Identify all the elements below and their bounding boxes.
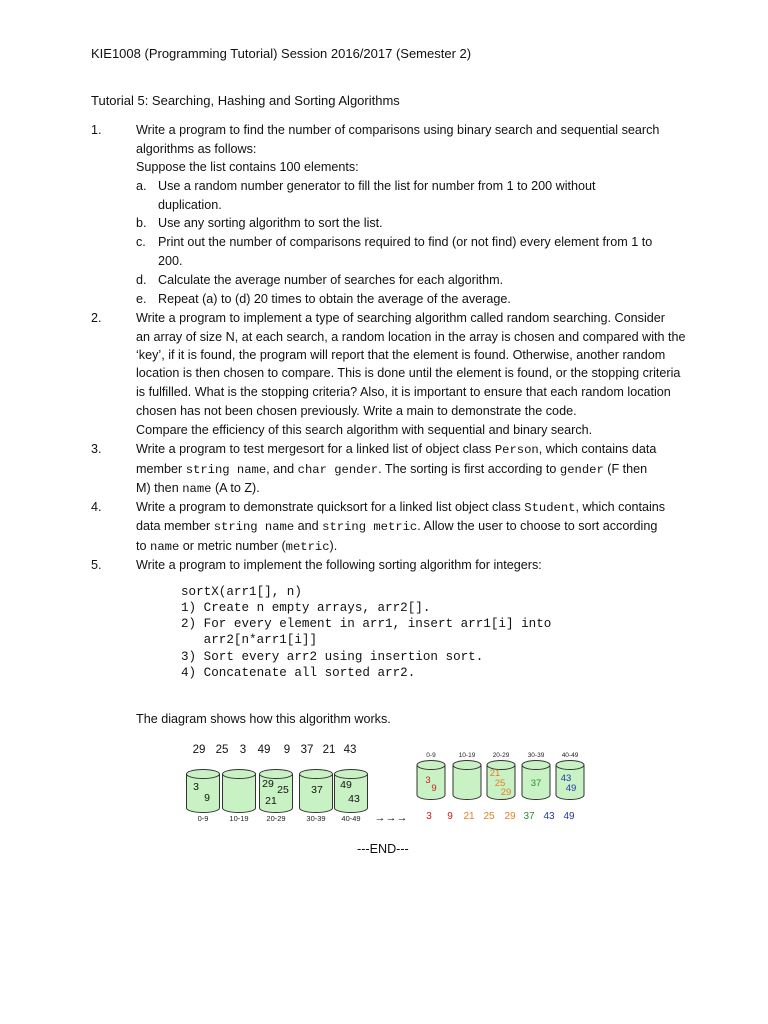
left-bucket-item: 37 — [311, 784, 323, 796]
q5-line: Write a program to implement the following sorting algorithm for integers: — [136, 558, 542, 572]
sorted-output-number: 3 — [426, 811, 432, 822]
code-metric: metric — [285, 540, 330, 554]
q1-line: Suppose the list contains 100 elements: — [136, 160, 359, 174]
right-bucket-label: 40-49 — [561, 752, 579, 759]
left-bucket-label: 20-29 — [266, 814, 286, 823]
sorted-output-number: 9 — [447, 811, 453, 822]
right-bucket-item: 43 — [560, 773, 572, 784]
sorted-output-number: 29 — [504, 811, 516, 822]
q2-line: Write a program to implement a type of searching algorithm called random searching. Consider — [136, 311, 665, 325]
q5-number: 5. — [91, 558, 102, 572]
sorted-output-number: 25 — [483, 811, 495, 822]
code-name: name — [150, 540, 180, 554]
q1-d-label: d. — [136, 273, 147, 287]
q1-b-text: Use any sorting algorithm to sort the list. — [158, 216, 383, 230]
sorted-output-number: 21 — [463, 811, 475, 822]
right-bucket-label: 10-19 — [458, 752, 476, 759]
bucket-sort-diagram — [0, 735, 768, 835]
q1-d-text: Calculate the average number of searches for each algorithm. — [158, 273, 504, 287]
q2-line: chosen has not been chosen previously. Write a main to demonstrate the code. — [136, 404, 577, 418]
q3-line: Write a program to test mergesort for a linked list of object class Person, which contains data — [136, 442, 657, 457]
q1-a-text: duplication. — [158, 198, 222, 212]
code-line: 4) Concatenate all sorted arr2. — [181, 666, 416, 680]
left-bucket-label: 10-19 — [229, 814, 249, 823]
q4-line: to name or metric number (metric). — [136, 539, 338, 554]
q1-e-text: Repeat (a) to (d) 20 times to obtain the average of the average. — [158, 292, 511, 306]
q1-line: algorithms as follows: — [136, 142, 257, 156]
right-bucket-item: 9 — [431, 783, 437, 794]
right-bucket-item: 25 — [494, 778, 506, 789]
right-bucket-rim — [556, 761, 584, 770]
code-string-metric: string metric — [322, 520, 418, 534]
input-number: 29 — [192, 744, 206, 756]
q1-a-text: Use a random number generator to fill the list for number from 1 to 200 without — [158, 179, 596, 193]
right-bucket-item: 37 — [530, 778, 542, 789]
right-bucket-label: 30-39 — [527, 752, 545, 759]
code-line: 2) For every element in arr1, insert arr1[i] into — [181, 617, 552, 631]
q2-line: location is then chosen to compare. This is done until the element is found, or the stopping criteria — [136, 366, 681, 380]
left-bucket — [187, 774, 220, 813]
input-number: 3 — [239, 744, 247, 756]
code-string-name: string name — [213, 520, 295, 534]
right-bucket-label: 20-29 — [492, 752, 510, 759]
code-line: 1) Create n empty arrays, arr2[]. — [181, 601, 431, 615]
right-bucket-item: 49 — [565, 783, 577, 794]
code-name: name — [182, 482, 212, 496]
right-bucket-item: 29 — [500, 787, 512, 798]
code-student: Student — [524, 501, 576, 515]
left-bucket-label: 40-49 — [341, 814, 361, 823]
q4-line: data member string name and string metric. Allow the user to choose to sort according — [136, 519, 658, 534]
sorted-output-number: 43 — [543, 811, 555, 822]
q3-number: 3. — [91, 442, 102, 456]
right-bucket-rim — [522, 761, 550, 770]
right-bucket-item: 3 — [425, 775, 431, 786]
left-bucket-label: 0-9 — [197, 814, 209, 823]
code-gender: gender — [559, 463, 604, 477]
q2-line: an array of size N, at each search, a random location in the array is chosen and compared with the — [136, 330, 686, 344]
right-bucket-rim — [453, 761, 481, 770]
code-char-gender: char gender — [297, 463, 379, 477]
right-bucket-rim — [417, 761, 445, 770]
left-bucket-item: 3 — [193, 781, 199, 793]
q1-c-label: c. — [136, 235, 146, 249]
left-bucket-rim — [223, 770, 256, 779]
left-bucket — [223, 774, 256, 813]
code-line: arr2[n*arr1[i]] — [181, 633, 318, 647]
q1-c-text: 200. — [158, 254, 183, 268]
code-person: Person — [494, 443, 539, 457]
q4-number: 4. — [91, 500, 102, 514]
q2-line: Compare the efficiency of this search algorithm with sequential and binary search. — [136, 423, 593, 437]
q1-e-label: e. — [136, 292, 147, 306]
code-line: 3) Sort every arr2 using insertion sort. — [181, 650, 484, 664]
left-bucket-item: 21 — [265, 795, 277, 807]
left-bucket-rim — [187, 770, 220, 779]
q2-line: is fulfilled. What is the stopping criteria? Also, it is important to ensure that each random location — [136, 385, 671, 399]
end-marker: ---END--- — [357, 842, 409, 856]
left-bucket-item: 43 — [348, 793, 360, 805]
left-bucket-rim — [335, 770, 368, 779]
input-number: 37 — [300, 744, 314, 756]
q2-line: ‘key’, if it is found, the program will report that the element is found. Otherwise, another random — [136, 348, 666, 362]
left-bucket-label: 30-39 — [306, 814, 326, 823]
diagram-caption: The diagram shows how this algorithm works. — [136, 712, 391, 726]
q3-line: member string name, and char gender. The sorting is first according to gender (F then — [136, 462, 648, 477]
q4-line: Write a program to demonstrate quicksort for a linked list object class Student, which contains — [136, 500, 666, 515]
input-number: 43 — [343, 744, 357, 756]
arrows-icon: →→→ — [374, 812, 408, 824]
right-bucket-label: 0-9 — [426, 752, 436, 759]
right-bucket — [453, 765, 481, 800]
left-bucket-item: 9 — [204, 792, 210, 804]
q3-line: M) then name (A to Z). — [136, 481, 260, 496]
left-bucket-rim — [300, 770, 333, 779]
left-bucket-item: 49 — [340, 779, 352, 791]
input-number: 49 — [257, 744, 271, 756]
left-bucket-item: 29 — [262, 778, 274, 790]
sorted-output-number: 37 — [523, 811, 535, 822]
right-bucket-item: 21 — [489, 768, 501, 779]
input-number: 25 — [215, 744, 229, 756]
q1-a-label: a. — [136, 179, 147, 193]
q1-c-text: Print out the number of comparisons required to find (or not find) every element from 1 to — [158, 235, 653, 249]
tutorial-title: Tutorial 5: Searching, Hashing and Sorting Algorithms — [91, 93, 400, 108]
q2-number: 2. — [91, 311, 102, 325]
code-string-name: string name — [185, 463, 267, 477]
left-bucket-item: 25 — [277, 784, 289, 796]
course-header: KIE1008 (Programming Tutorial) Session 2016/2017 (Semester 2) — [91, 46, 472, 61]
q1-b-label: b. — [136, 216, 147, 230]
code-line: sortX(arr1[], n) — [181, 585, 302, 599]
q1-number: 1. — [91, 123, 102, 137]
q1-line: Write a program to find the number of comparisons using binary search and sequential search — [136, 123, 660, 137]
input-number: 21 — [322, 744, 336, 756]
sorted-output-number: 49 — [563, 811, 575, 822]
input-number: 9 — [283, 744, 291, 756]
